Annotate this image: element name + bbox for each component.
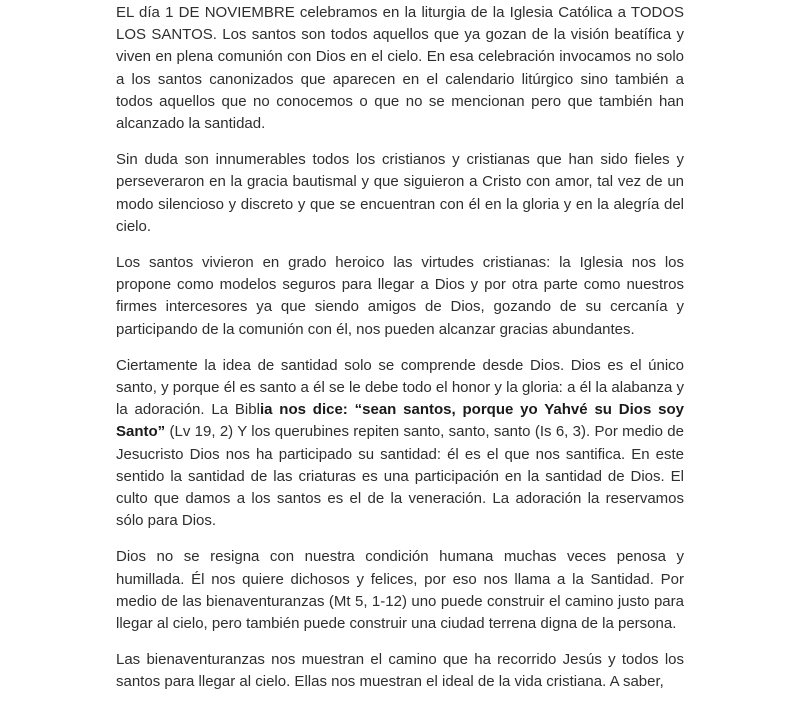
paragraph-2 [116,149,684,238]
bible-quote: ia nos dice: “sean santos, porque yo Yahvé su Dios soy Santo” [116,401,684,441]
document-body [116,2,684,708]
paragraph-3-text: Los santos vivieron en grado heroico las virtudes cristianas: la Iglesia nos los propone como modelos seguros para llegar a Dios y por otra parte como nuestros firmes intercesores ya que siendo amigos de Dios, gozando de su cercanía y participando de la comunión con él, nos pueden alcanzar gracias abundantes. [116,254,684,338]
paragraph-1-text: EL día 1 DE NOVIEMBRE celebramos en la liturgia de la Iglesia Católica a TODOS LOS SANTOS. Los santos son todos aquellos que ya gozan de la visión beatífica y viven en plena comunión con Dios en el cielo. En esa celebración invocamos no solo a los santos canonizados que aparecen en el calendario litúrgico sino también a todos aquellos que no conocemos o que no se mencionan pero que también han alcanzado la santidad. [116,4,684,133]
paragraph-1 [116,2,684,135]
paragraph-3 [116,252,684,341]
paragraph-4 [116,355,684,533]
paragraph-6 [116,649,684,693]
paragraph-6-text: Las bienaventuranzas nos muestran el camino que ha recorrido Jesús y todos los santos para llegar al cielo. Ellas nos muestran el ideal de la vida cristiana. A saber, [116,651,684,691]
paragraph-5-text: Dios no se resigna con nuestra condición humana muchas veces penosa y humillada. Él nos quiere dichosos y felices, por eso nos llama a la Santidad. Por medio de las bienaventuranzas (Mt 5, 1-12) uno puede construir el camino justo para llegar al cielo, pero también puede construir una ciudad terrena digna de la persona. [116,548,684,633]
paragraph-4-text-end: (Lv 19, 2) Y los querubines repiten santo, santo, santo (Is 6, 3). Por medio de Jesucristo Dios nos ha participado su santidad: él es el que nos santifica. En este sentido la santidad de las criaturas es una participación en la santidad de Dios. El culto que damos a los santos es el de la veneración. La adoración la reservamos sólo para Dios. [116,423,684,530]
paragraph-2-text: Sin duda son innumerables todos los cristianos y cristianas que han sido fieles y perseveraron en la gracia bautismal y que siguieron a Cristo con amor, tal vez de un modo silencioso y discreto y que se encuentran con él en la gloria y en la alegría del cielo. [116,151,684,235]
paragraph-4-text-start: Ciertamente la idea de santidad solo se comprende desde Dios. Dios es el único santo, y porque él es santo a él se le debe todo el honor y la gloria: a él la alabanza y la adoración. La Bibl [116,356,684,419]
paragraph-5 [116,546,684,635]
